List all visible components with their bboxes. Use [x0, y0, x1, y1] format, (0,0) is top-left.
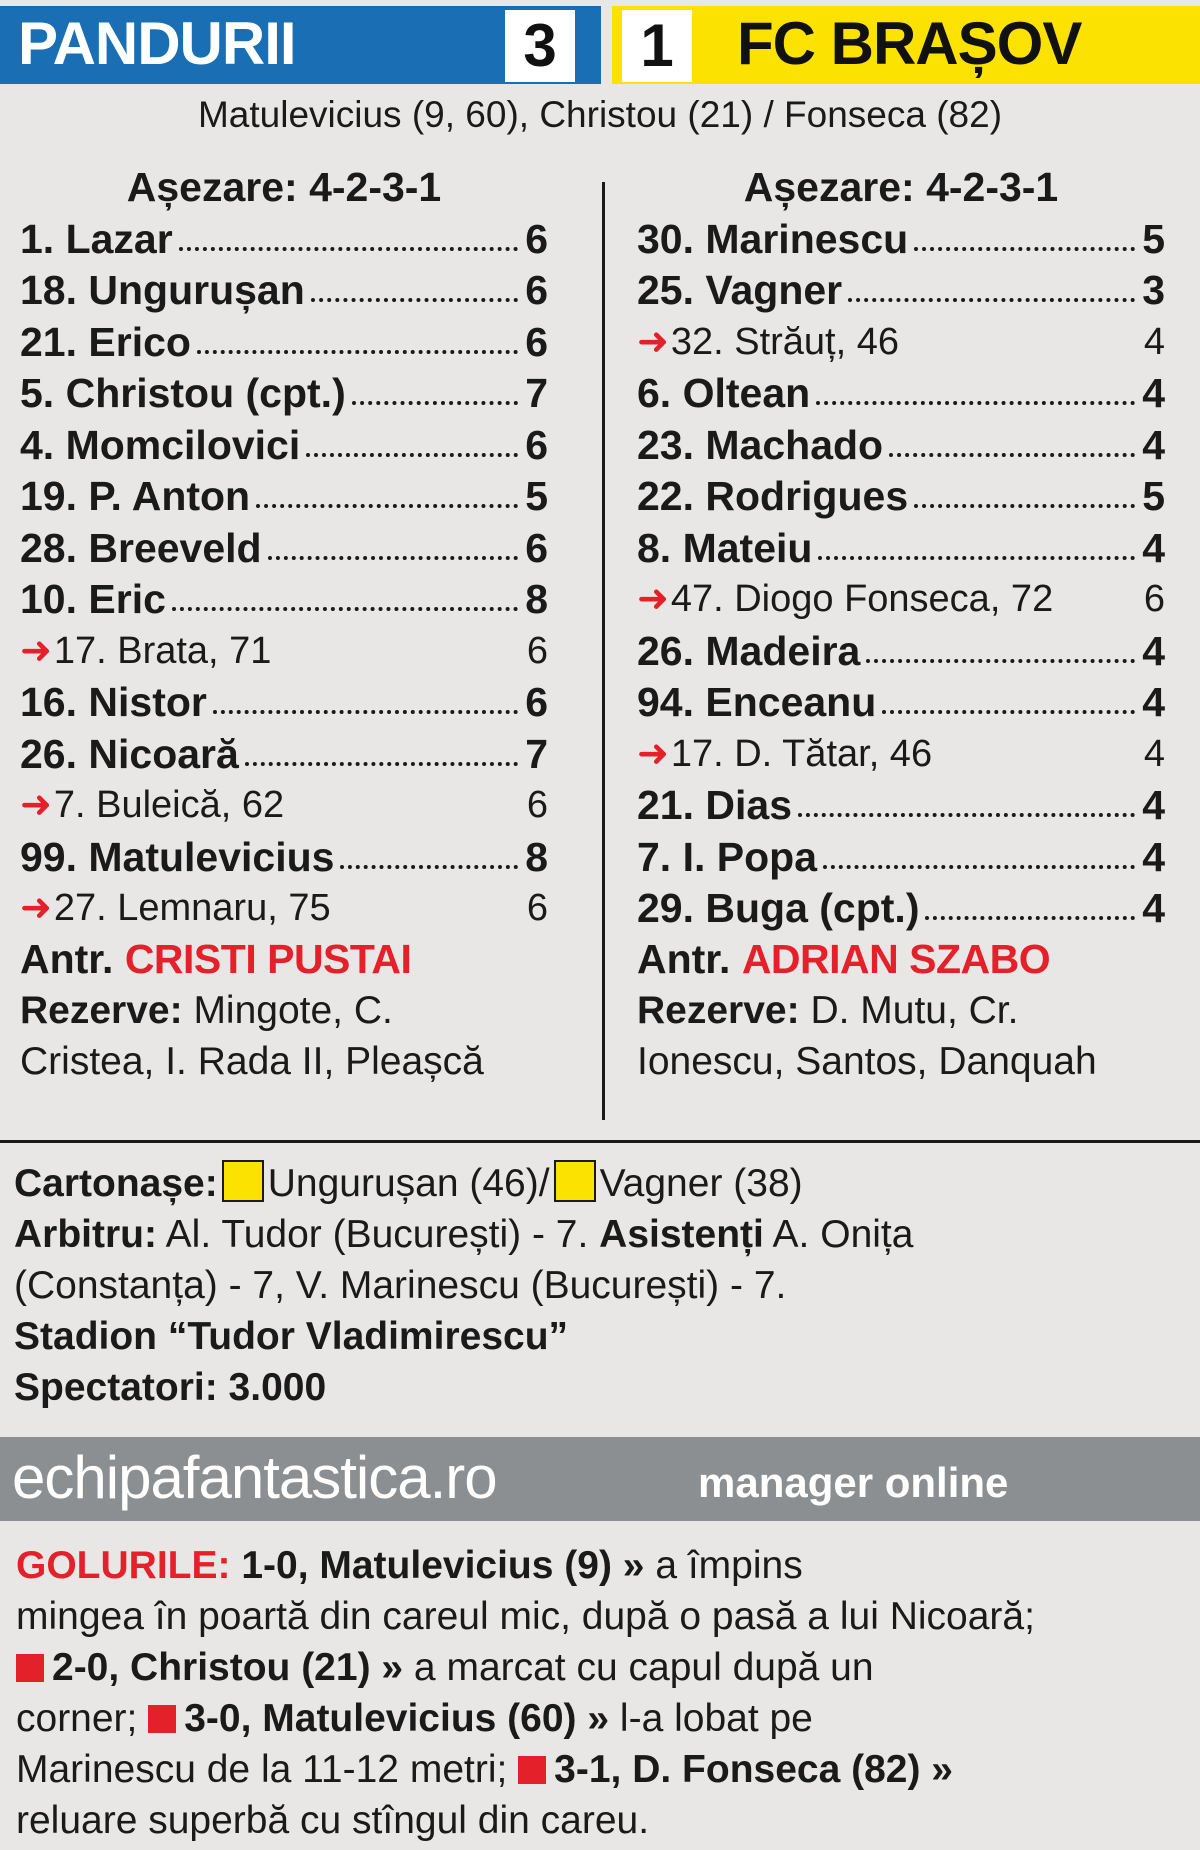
- banner-tagline: manager online: [698, 1459, 1009, 1506]
- dot-leader: [268, 556, 518, 560]
- player-grade: 4: [1142, 370, 1165, 416]
- away-reserves-line2: Ionescu, Santos, Danquah: [637, 1040, 1097, 1083]
- player-name: 94. Enceanu: [637, 679, 877, 725]
- goal-2-text-a: a marcat cu capul după un: [403, 1646, 874, 1689]
- substitute-row: [20, 882, 548, 934]
- player-row: [20, 676, 548, 728]
- promo-banner[interactable]: [0, 1437, 1200, 1521]
- away-player-list: [637, 212, 1165, 933]
- away-reserves-line1: D. Mutu, Cr.: [810, 989, 1019, 1032]
- player-grade: 7: [525, 730, 548, 777]
- substitute-row: [20, 779, 548, 831]
- goal-3-text-a: l-a lobat pe: [609, 1697, 813, 1740]
- player-name: 5. Christou (cpt.): [20, 370, 346, 416]
- player-name: 32. Străuț, 46: [670, 320, 899, 363]
- stadium-line: [14, 1311, 1194, 1362]
- player-row: [637, 830, 1165, 882]
- player-grade: 4: [1143, 320, 1165, 363]
- goals-section: [16, 1540, 1186, 1846]
- scorers-line: Matulevicius (9, 60), Christou (21) / Fonseca (82): [197, 94, 1003, 135]
- away-coach: [637, 933, 1165, 985]
- player-row: [20, 418, 548, 470]
- player-grade: 4: [1142, 627, 1165, 674]
- player-name: 7. I. Popa: [637, 833, 817, 880]
- substitute-row: [637, 727, 1165, 779]
- player-row: [20, 470, 548, 522]
- banner-site[interactable]: echipafantastica.ro: [12, 1444, 497, 1511]
- player-grade: 6: [525, 679, 548, 725]
- player-grade: 6: [525, 524, 548, 571]
- assistants-1: A. Onița: [772, 1213, 914, 1256]
- player-name: 7. Buleică, 62: [53, 784, 285, 826]
- referee-label: Arbitru:: [14, 1213, 157, 1256]
- player-grade: 4: [1142, 679, 1165, 725]
- coach-label: Antr.: [637, 936, 731, 982]
- substitute-row: [20, 624, 548, 676]
- player-grade: 4: [1142, 885, 1165, 931]
- player-row: [637, 212, 1165, 264]
- assistants-label: Asistenți: [599, 1213, 764, 1256]
- dot-leader: [245, 762, 518, 766]
- player-name: 23. Machado: [637, 421, 884, 468]
- card-2: Vagner (38): [599, 1162, 803, 1205]
- player-row: [637, 624, 1165, 676]
- player-row: [637, 779, 1165, 831]
- assistants-line: (Constanța) - 7, V. Marinescu (București) - 7.: [14, 1264, 787, 1307]
- dot-leader: [172, 607, 518, 611]
- player-grade: 5: [1142, 473, 1165, 519]
- dot-leader: [340, 865, 518, 869]
- home-reserves-line2: Cristea, I. Rada II, Pleașcă: [20, 1040, 484, 1083]
- goal-2-head: 2-0, Christou (21): [52, 1646, 371, 1689]
- dot-leader: [197, 350, 518, 354]
- dot-leader: [889, 453, 1135, 457]
- player-name: 21. Erico: [20, 318, 191, 365]
- player-row: [20, 315, 548, 367]
- column-divider: [602, 182, 605, 1120]
- player-name: 25. Vagner: [637, 267, 843, 313]
- player-grade: 4: [1142, 782, 1165, 828]
- player-grade: 5: [525, 473, 548, 519]
- player-name: 29. Buga (cpt.): [637, 885, 920, 931]
- player-name: 1. Lazar: [20, 215, 173, 262]
- player-name: 10. Eric: [20, 576, 166, 622]
- player-grade: 6: [526, 887, 548, 929]
- away-lineup: [637, 162, 1165, 1087]
- goal-4-sep: »: [920, 1748, 953, 1791]
- cards-line: [14, 1158, 1194, 1209]
- player-name: 21. Dias: [637, 782, 792, 828]
- player-name: 26. Nicoară: [20, 730, 239, 777]
- section-divider: [0, 1140, 1200, 1143]
- card-1: Ungurușan (46)/: [267, 1162, 550, 1205]
- player-name: 26. Madeira: [637, 627, 861, 674]
- goal-4-text: reluare superbă cu stîngul din careu.: [16, 1799, 650, 1842]
- spectators: Spectatori: 3.000: [14, 1366, 327, 1409]
- player-row: [20, 367, 548, 419]
- dot-leader: [823, 865, 1135, 869]
- player-row: [637, 418, 1165, 470]
- player-grade: 6: [1143, 578, 1165, 620]
- player-name: 30. Marinescu: [637, 215, 909, 262]
- player-row: [20, 830, 548, 882]
- player-grade: 6: [526, 629, 548, 672]
- goal-1-sep: »: [611, 1544, 645, 1587]
- goal-3-head: 3-0, Matulevicius (60): [184, 1697, 577, 1740]
- player-name: 17. Brata, 71: [53, 629, 272, 672]
- player-name: 6. Oltean: [637, 370, 811, 416]
- referee-line: [14, 1209, 1194, 1260]
- player-grade: 4: [1142, 524, 1165, 571]
- player-grade: 7: [525, 370, 548, 416]
- goal-4-head: 3-1, D. Fonseca (82): [554, 1748, 921, 1791]
- reserves-label: Rezerve:: [20, 989, 183, 1032]
- goal-marker-icon: [148, 1705, 176, 1733]
- substitution-arrow-icon: ➜: [20, 887, 52, 929]
- goal-2-sep: »: [370, 1646, 404, 1689]
- coach-label: Antr.: [20, 936, 114, 982]
- substitution-arrow-icon: ➜: [20, 629, 52, 672]
- dot-leader: [882, 710, 1135, 714]
- substitute-row: [637, 573, 1165, 625]
- cards-label: Cartonașe:: [14, 1162, 218, 1205]
- match-header: [0, 0, 1200, 88]
- player-row: [637, 367, 1165, 419]
- goal-3-text-b: Marinescu de la 11-12 metri;: [16, 1748, 508, 1791]
- player-name: 8. Mateiu: [637, 524, 813, 571]
- dot-leader: [848, 298, 1135, 302]
- player-grade: 8: [525, 833, 548, 880]
- home-lineup: [20, 162, 548, 1087]
- player-row: [20, 264, 548, 316]
- player-grade: 6: [525, 267, 548, 313]
- player-row: [637, 470, 1165, 522]
- player-grade: 6: [525, 421, 548, 468]
- player-row: [20, 573, 548, 625]
- goal-2-text-b: corner;: [16, 1697, 138, 1740]
- player-row: [20, 727, 548, 779]
- away-coach-name: ADRIAN SZABO: [741, 936, 1051, 982]
- dot-leader: [925, 916, 1135, 920]
- match-info: [14, 1158, 1194, 1413]
- goal-3-sep: »: [576, 1697, 610, 1740]
- home-coach: [20, 933, 548, 985]
- home-coach-name: CRISTI PUSTAI: [124, 936, 412, 982]
- dot-leader: [798, 813, 1135, 817]
- player-row: [637, 882, 1165, 934]
- player-name: 47. Diogo Fonseca, 72: [670, 578, 1054, 620]
- substitute-row: [637, 315, 1165, 367]
- away-team-name: FC BRAȘOV: [737, 10, 1082, 77]
- player-name: 4. Momcilovici: [20, 421, 301, 468]
- player-grade: 4: [1142, 833, 1165, 880]
- home-player-list: [20, 212, 548, 933]
- yellow-card-icon: [222, 1160, 264, 1202]
- dot-leader: [818, 556, 1135, 560]
- player-row: [637, 521, 1165, 573]
- player-grade: 6: [526, 784, 548, 826]
- home-team-name: PANDURII: [18, 10, 296, 77]
- player-grade: 8: [525, 576, 548, 622]
- dot-leader: [306, 453, 518, 457]
- player-grade: 6: [525, 318, 548, 365]
- player-name: 99. Matulevicius: [20, 833, 335, 880]
- player-grade: 4: [1142, 421, 1165, 468]
- home-reserves: [20, 985, 548, 1087]
- dot-leader: [179, 247, 518, 251]
- player-row: [637, 676, 1165, 728]
- dot-leader: [866, 659, 1135, 663]
- dot-leader: [352, 401, 518, 405]
- player-grade: 5: [1142, 215, 1165, 262]
- stadium: Stadion “Tudor Vladimirescu”: [14, 1315, 569, 1358]
- dot-leader: [914, 247, 1135, 251]
- player-grade: 4: [1143, 732, 1165, 775]
- player-name: 28. Breeveld: [20, 524, 262, 571]
- dot-leader: [816, 401, 1135, 405]
- player-name: 22. Rodrigues: [637, 473, 909, 519]
- goal-marker-icon: [518, 1756, 546, 1784]
- player-row: [637, 264, 1165, 316]
- player-row: [20, 521, 548, 573]
- home-formation: Așezare: 4-2-3-1: [126, 164, 442, 210]
- player-grade: 3: [1142, 267, 1165, 313]
- home-score: 3: [505, 10, 575, 82]
- away-reserves: [637, 985, 1165, 1087]
- substitution-arrow-icon: ➜: [20, 784, 52, 826]
- goals-label: GOLURILE:: [16, 1544, 231, 1587]
- goal-1-text-b: mingea în poartă din careul mic, după o pasă a lui Nicoară;: [16, 1595, 1035, 1638]
- dot-leader: [213, 710, 518, 714]
- player-name: 16. Nistor: [20, 679, 207, 725]
- player-name: 17. D. Tătar, 46: [670, 732, 933, 775]
- substitution-arrow-icon: ➜: [637, 732, 669, 775]
- player-name: 27. Lemnaru, 75: [53, 887, 331, 929]
- player-name: 19. P. Anton: [20, 473, 251, 519]
- yellow-card-icon: [554, 1160, 596, 1202]
- dot-leader: [311, 298, 518, 302]
- substitution-arrow-icon: ➜: [637, 320, 669, 363]
- player-grade: 6: [525, 215, 548, 262]
- player-name: 18. Ungurușan: [20, 267, 305, 313]
- goal-1-head: 1-0, Matulevicius (9): [241, 1544, 612, 1587]
- goal-1-text-a: a împins: [644, 1544, 803, 1587]
- player-row: [20, 212, 548, 264]
- dot-leader: [914, 504, 1135, 508]
- home-reserves-line1: Mingote, C.: [193, 989, 393, 1032]
- away-formation: Așezare: 4-2-3-1: [743, 164, 1059, 210]
- away-score: 1: [622, 10, 692, 82]
- referee-name: Al. Tudor (București) - 7.: [165, 1213, 589, 1256]
- substitution-arrow-icon: ➜: [637, 578, 669, 620]
- spectators-line: [14, 1362, 1194, 1413]
- reserves-label: Rezerve:: [637, 989, 800, 1032]
- goal-marker-icon: [16, 1654, 44, 1682]
- dot-leader: [256, 504, 518, 508]
- away-team-bar: [612, 6, 1200, 84]
